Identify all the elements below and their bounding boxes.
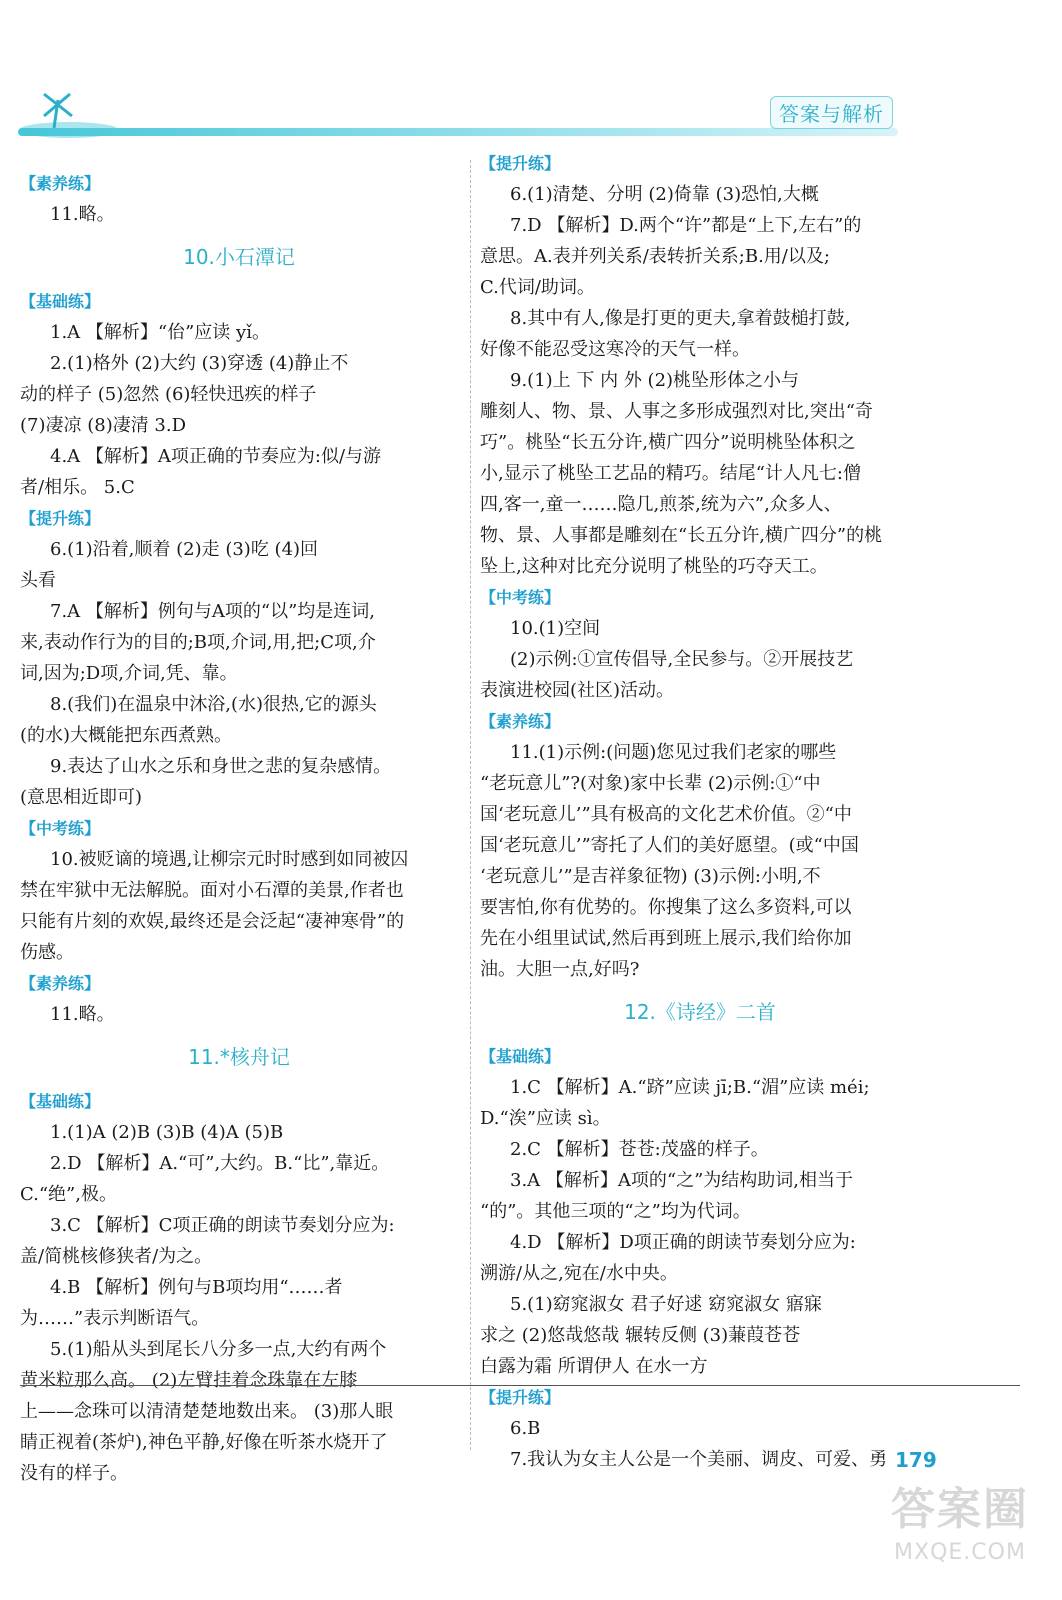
answer-line: 物、景、人事都是雕刻在“长五分许,横广四分”的桃 [480,525,883,546]
section-tag: 【基础练】 [480,1047,561,1066]
watermark [880,1480,1040,1580]
left-column [20,168,458,1489]
answer-line: 2.C 【解析】苍苍:茂盛的样子。 [510,1139,769,1160]
answer-line: 伤感。 [20,942,74,963]
answer-line: 白露为霜 所谓伊人 在水一方 [480,1356,708,1377]
header-title: 答案与解析 [770,96,893,129]
answer-line: 8.其中有人,像是打更的更夫,拿着鼓槌打鼓, [510,308,851,329]
answer-line: 上——念珠可以清清楚楚地数出来。 (3)那人眼 [20,1401,394,1422]
answer-line: 6.B [510,1418,541,1439]
answer-line: 头看 [20,570,56,591]
section-tag: 【基础练】 [20,292,101,311]
answer-line: 7.我认为女主人公是一个美丽、调皮、可爱、勇 [510,1449,888,1470]
footer-rule [20,1385,1020,1386]
answer-line: 5.(1)船从头到尾长八分多一点,大约有两个 [50,1339,387,1360]
answer-line: 3.A 【解析】A项的“之”为结构助词,相当于 [510,1170,854,1191]
answer-line: 4.B 【解析】例句与B项均用“……者 [50,1277,343,1298]
answer-line: D.“涘”应读 sì。 [480,1108,611,1129]
answer-line: 动的样子 (5)忽然 (6)轻快迅疾的样子 [20,384,317,405]
header-band [18,128,898,136]
section-tag: 【素养练】 [20,174,101,193]
answer-line: 先在小组里试试,然后再到班上展示,我们给你加 [480,928,852,949]
answer-line: 5.(1)窈窕淑女 君子好逑 窈窕淑女 寤寐 [510,1294,822,1315]
lesson-title: 12.《诗经》二首 [624,1000,776,1024]
answer-line: 者/相乐。 5.C [20,477,135,498]
answer-line: 小,显示了桃坠工艺品的精巧。结尾“计人凡七:僧 [480,463,861,484]
answer-line: 6.(1)沿着,顺着 (2)走 (3)吃 (4)回 [50,539,319,560]
answer-line: 9.(1)上 下 内 外 (2)桃坠形体之小与 [510,370,800,391]
answer-line: 禁在牢狱中无法解脱。面对小石潭的美景,作者也 [20,880,404,901]
answer-line: 四,客一,童一……隐几,煎茶,统为六”,众多人、 [480,494,842,515]
section-tag: 【中考练】 [480,588,561,607]
answer-line: 4.D 【解析】D项正确的朗读节奏划分应为: [510,1232,856,1253]
answer-line: 3.C 【解析】C项正确的朗读节奏划分应为: [50,1215,395,1236]
answer-line: 要害怕,你有优势的。你搜集了这么多资料,可以 [480,897,852,918]
page-header [0,90,1062,150]
answer-line: 11.略。 [50,1004,115,1025]
answer-line: 意思。A.表并列关系/表转折关系;B.用/以及; [480,246,830,267]
answer-line: 求之 (2)悠哉悠哉 辗转反侧 (3)蒹葭苍苍 [480,1325,801,1346]
watermark-line1: 答案圈 [891,1484,1029,1535]
answer-line: 11.略。 [50,204,115,225]
answer-line: 词,因为;D项,介词,凭、靠。 [20,663,238,684]
answer-line: 睛正视着(茶炉),神色平静,好像在听茶水烧开了 [20,1432,388,1453]
answer-line: 7.A 【解析】例句与A项的“以”均是连词, [50,601,376,622]
answer-line: 油。大胆一点,好吗? [480,959,640,980]
answer-line: C.“绝”,极。 [20,1184,117,1205]
answer-line: 6.(1)清楚、分明 (2)倚靠 (3)恐怕,大概 [510,184,819,205]
answer-line: 7.D 【解析】D.两个“许”都是“上下,左右”的 [510,215,862,236]
answer-line: 1.(1)A (2)B (3)B (4)A (5)B [50,1122,284,1143]
answer-line: 1.C 【解析】A.“跻”应读 jī;B.“湄”应读 méi; [510,1077,870,1098]
answer-line: ‘老玩意儿’”是吉祥象征物) (3)示例:小明,不 [480,866,821,887]
lesson-title: 11.*核舟记 [188,1045,290,1069]
answer-line: 为……”表示判断语气。 [20,1308,210,1329]
column-divider [470,160,471,1450]
answer-line: 来,表动作行为的目的;B项,介词,用,把;C项,介 [20,632,376,653]
section-tag: 【提升练】 [480,1388,561,1407]
answer-line: 没有的样子。 [20,1463,128,1484]
answer-line: “老玩意儿”?(对象)家中长辈 (2)示例:①“中 [480,773,821,794]
answer-line: 雕刻人、物、景、人事之多形成强烈对比,突出“奇 [480,401,873,422]
answer-line: “的”。其他三项的“之”均为代词。 [480,1201,751,1222]
answer-line: 10.被贬谪的境遇,让柳宗元时时感到如同被囚 [50,849,409,870]
answer-line: 11.(1)示例:(问题)您见过我们老家的哪些 [510,742,837,763]
answer-line: 9.表达了山水之乐和身世之悲的复杂感情。 [50,756,392,777]
answer-line: 坠上,这种对比充分说明了桃坠的巧夺天工。 [480,556,828,577]
answer-line: C.代词/助词。 [480,277,595,298]
answer-line: 4.A 【解析】A项正确的节奏应为:似/与游 [50,446,382,467]
section-tag: 【提升练】 [20,509,101,528]
answer-line: 10.(1)空间 [510,618,601,639]
right-column [480,148,920,1475]
answer-line: 2.D 【解析】A.“可”,大约。B.“比”,靠近。 [50,1153,390,1174]
answer-line: 8.(我们)在温泉中沐浴,(水)很热,它的源头 [50,694,377,715]
answer-line: 国‘老玩意儿’”具有极高的文化艺术价值。②“中 [480,804,852,825]
section-tag: 【素养练】 [20,974,101,993]
answer-line: (的水)大概能把东西煮熟。 [20,725,233,746]
section-tag: 【基础练】 [20,1092,101,1111]
answer-line: (意思相近即可) [20,787,143,808]
section-tag: 【提升练】 [480,154,561,173]
answer-line: 溯游/从之,宛在/水中央。 [480,1263,678,1284]
answer-line: 好像不能忍受这寒冷的天气一样。 [480,339,750,360]
answer-line: 只能有片刻的欢娱,最终还是会泛起“凄神寒骨”的 [20,911,405,932]
answer-line: 国‘老玩意儿’”寄托了人们的美好愿望。(或“中国 [480,835,859,856]
answer-line: 黄米粒那么高。 (2)左臂挂着念珠靠在左膝 [20,1370,358,1391]
answer-line: 巧”。桃坠“长五分许,横广四分”说明桃坠体积之 [480,432,856,453]
section-tag: 【素养练】 [480,712,561,731]
lesson-title: 10.小石潭记 [183,245,295,269]
answer-line: 1.A 【解析】“佁”应读 yǐ。 [50,322,270,343]
answer-line: 盖/简桃核修狭者/为之。 [20,1246,213,1267]
answer-line: (2)示例:①宣传倡导,全民参与。②开展技艺 [510,649,854,670]
answer-line: (7)凄凉 (8)凄清 3.D [20,415,187,436]
answer-line: 2.(1)格外 (2)大约 (3)穿透 (4)静止不 [50,353,349,374]
answer-line: 表演进校园(社区)活动。 [480,680,675,701]
watermark-line2: MXQE.COM [894,1540,1026,1565]
section-tag: 【中考练】 [20,819,101,838]
page-number: 179 [895,1448,937,1472]
